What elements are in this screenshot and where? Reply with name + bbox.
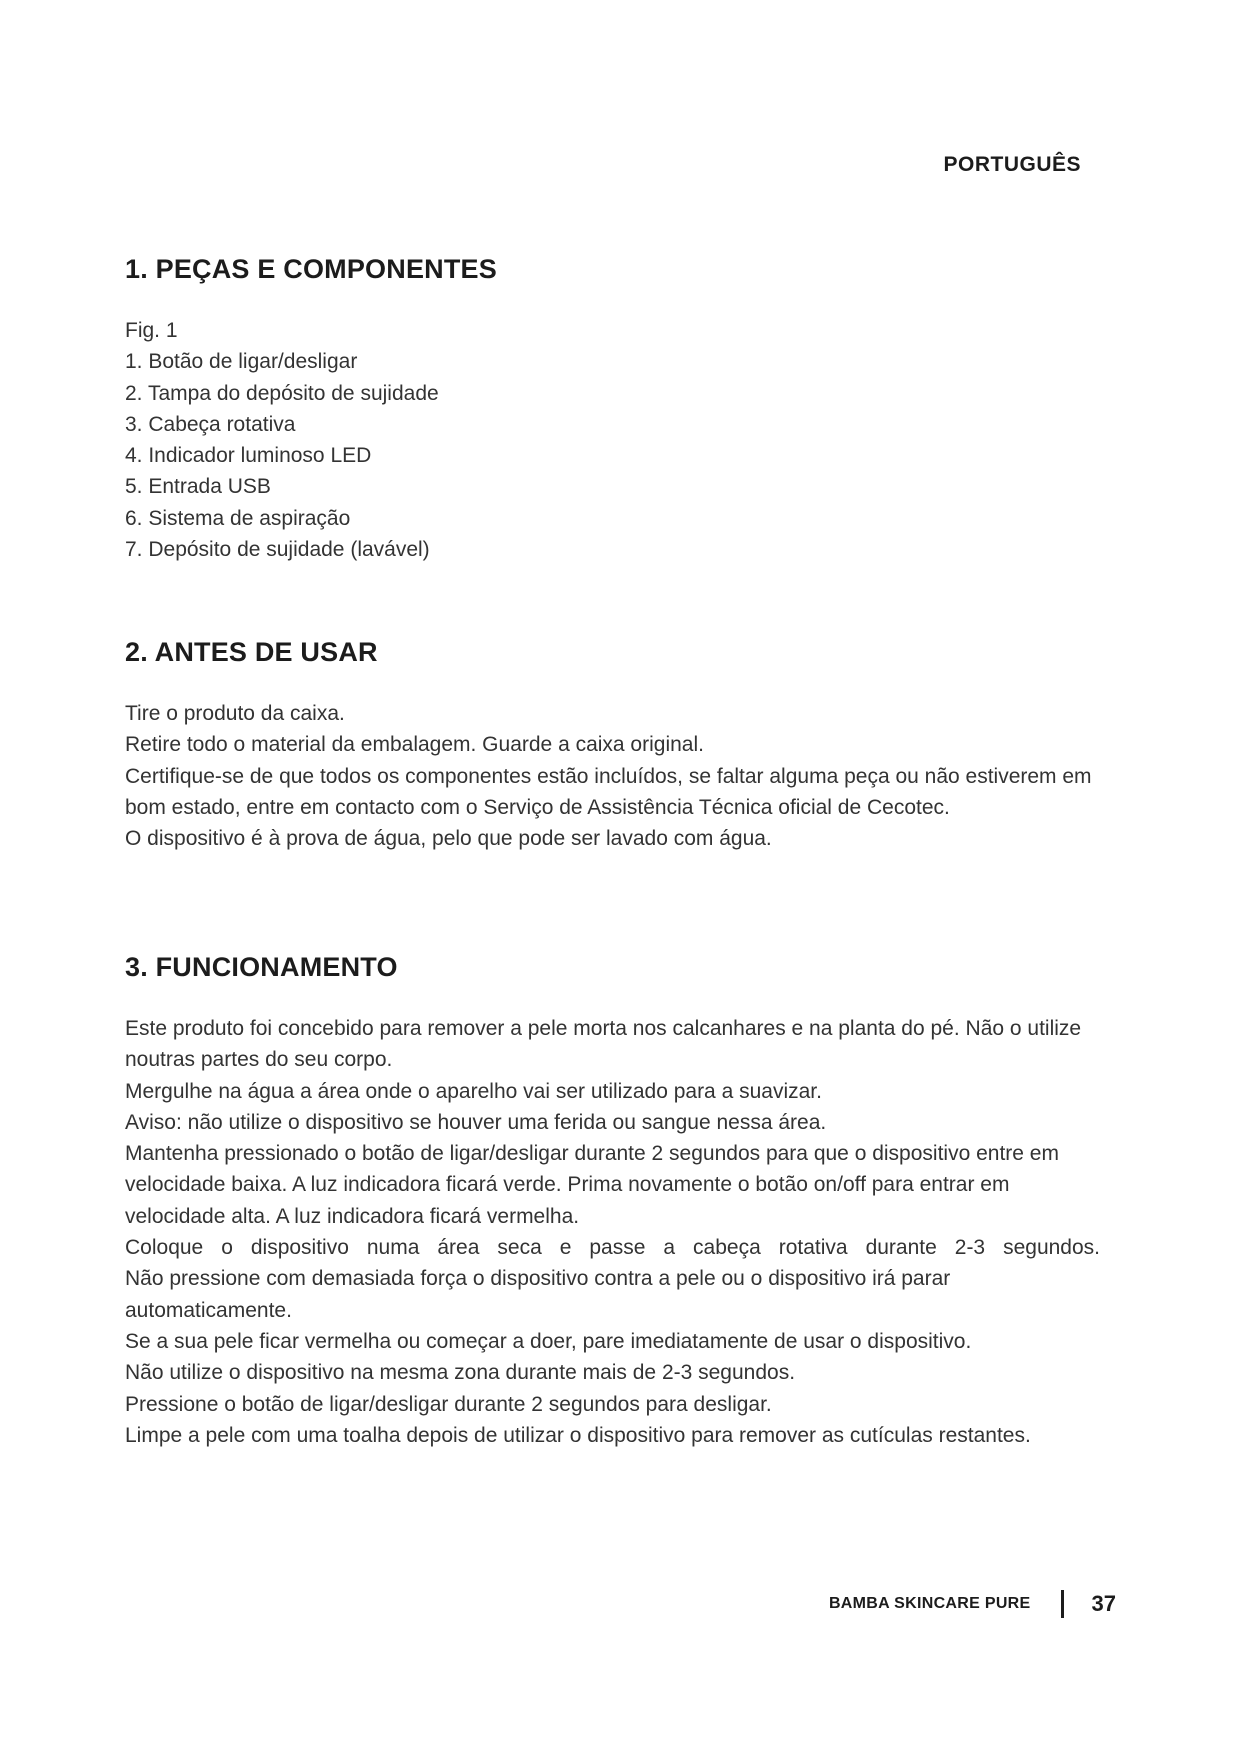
section-title-before-use: 2. ANTES DE USAR [125, 637, 378, 667]
product-name: BAMBA SKINCARE PURE [828, 1595, 1031, 1612]
paragraph: Coloque o dispositivo numa área seca e passe a cabeça rotativa durante 2-3 segundos. [125, 1236, 1100, 1260]
figure-label: Fig. 1 [125, 319, 178, 342]
parts-list-item: 1. Botão de ligar/desligar [125, 350, 358, 374]
parts-list-block [125, 315, 1100, 565]
parts-list-item: 5. Entrada USB [125, 475, 271, 499]
paragraph: Este produto foi concebido para remover a pele morta nos calcanhares e na planta do pé. Não o utilize noutras partes do seu corpo. [125, 1017, 1082, 1072]
paragraph: Mantenha pressionado o botão de ligar/desligar durante 2 segundos para que o dispositivo entre em velocidade baixa. A luz indicadora ficará verde. Prima novamente o botão on/off para entrar em velocidade alta. A luz indicadora ficará vermelha. [125, 1142, 1059, 1228]
before-use-text [125, 698, 1100, 854]
page-number: 37 [1091, 1591, 1116, 1616]
page-footer [829, 1590, 1116, 1618]
parts-list [125, 346, 1100, 565]
parts-list-item: 4. Indicador luminoso LED [125, 444, 372, 468]
paragraph: Aviso: não utilize o dispositivo se houver uma ferida ou sangue nessa área. [125, 1110, 827, 1134]
section-title-parts: 1. PEÇAS E COMPONENTES [125, 254, 497, 284]
paragraph: Limpe a pele com uma toalha depois de utilizar o dispositivo para remover as cutículas restantes. [125, 1423, 1031, 1447]
parts-list-item: 6. Sistema de aspiração [125, 506, 351, 530]
paragraph: Certifique-se de que todos os componentes estão incluídos, se faltar alguma peça ou não estiverem em bom estado, entre em contacto com o Serviço de Assistência Técnica oficial de Cecotec. [125, 764, 1092, 819]
parts-list-item: 2. Tampa do depósito de sujidade [125, 381, 439, 405]
paragraph: Tire o produto da caixa. [125, 702, 345, 725]
paragraph: Pressione o botão de ligar/desligar durante 2 segundos para desligar. [125, 1392, 772, 1416]
footer-divider [1061, 1590, 1064, 1618]
paragraph: Se a sua pele ficar vermelha ou começar a doer, pare imediatamente de usar o dispositivo. [125, 1329, 972, 1353]
parts-list-item: 7. Depósito de sujidade (lavável) [125, 538, 430, 562]
section-title-operation: 3. FUNCIONAMENTO [125, 952, 398, 982]
parts-list-item: 3. Cabeça rotativa [125, 412, 296, 436]
paragraph: Não pressione com demasiada força o dispositivo contra a pele ou o dispositivo irá parar automaticamente. [125, 1267, 951, 1322]
operation-text [125, 1013, 1100, 1451]
paragraph: O dispositivo é à prova de água, pelo que pode ser lavado com água. [125, 827, 772, 851]
paragraph: Não utilize o dispositivo na mesma zona durante mais de 2-3 segundos. [125, 1361, 796, 1385]
language-label: PORTUGUÊS [943, 153, 1081, 176]
paragraph: Retire todo o material da embalagem. Guarde a caixa original. [125, 733, 704, 757]
paragraph: Mergulhe na água a área onde o aparelho vai ser utilizado para a suavizar. [125, 1079, 822, 1103]
